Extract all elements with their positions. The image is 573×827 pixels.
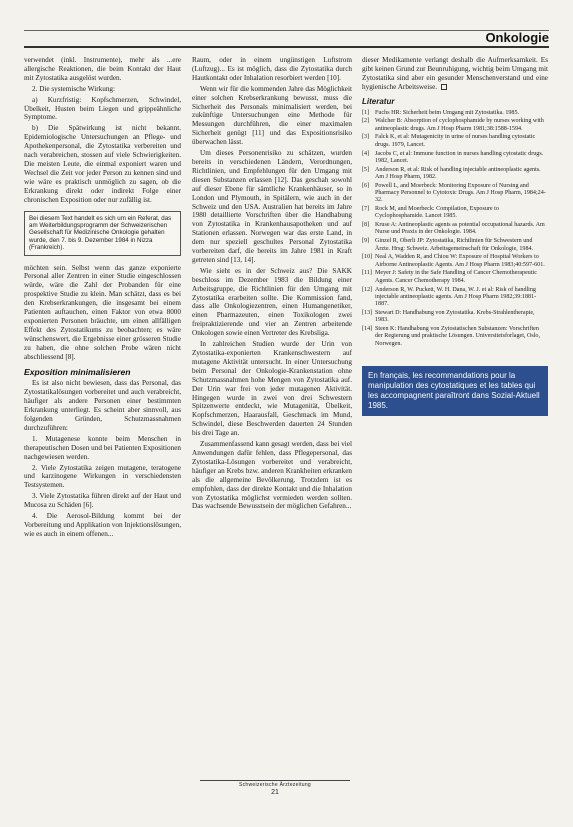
reference-text: Neal A, Wadden R, and Chiou W: Exposure of Hospital Workers to Airborne Antineoplastic Agents. Am J Hosp Pharm 1983;40:597-601. bbox=[375, 254, 545, 268]
reference-number: [14] bbox=[362, 326, 373, 333]
reference-item bbox=[362, 110, 548, 117]
reference-text: Fuchs HR: Sicherheit beim Umgang mit Zytostatika. 1985. bbox=[375, 109, 520, 116]
reference-text: Powell L, and Moerbeck: Monitoring Exposure of Nursing and Pharmacy Personnel to Cytotoxic Drugs. Am J Hosp Pharm, 1984;24-32. bbox=[375, 182, 546, 204]
reference-item bbox=[362, 206, 548, 221]
reference-number: [12] bbox=[362, 286, 373, 293]
paragraph: 2. Viele Zytostatika zeigen mutagene, teratogene und karzinogene Wirkungen in verschiedensten Testsystemen. bbox=[24, 463, 181, 490]
reference-number: [10] bbox=[362, 254, 373, 261]
section-heading: Exposition minimalisieren bbox=[24, 366, 131, 377]
reference-item bbox=[362, 287, 548, 309]
reference-number: [13] bbox=[362, 309, 373, 316]
paragraph: a) Kurzfristig: Kopfschmerzen, Schwindel, Übelkeit, Husten beim Liegen und grippeähnliche Symptome. bbox=[24, 95, 181, 122]
reference-list bbox=[362, 110, 548, 348]
end-of-article-mark bbox=[441, 84, 447, 90]
column-3 bbox=[362, 56, 548, 771]
reference-text: Walcher B: Absorption of cyclophosphamide by nurses working with antineoplastic drugs. Am J Hosp Pharm 1981;38:1588-1594. bbox=[375, 118, 544, 132]
paragraph bbox=[362, 56, 548, 92]
reference-number: [5] bbox=[362, 166, 370, 173]
reference-item bbox=[362, 326, 548, 348]
closing-paragraph: dieser Medikamente verlangt deshalb die Aufmerksamkeit. Es gibt keinen Grund zur Beunruhigung, wichtig beim Umgang mit Zytostatika sind aber ein gesunder Menschenverstand und eine hygienische Arbeitsweise. bbox=[362, 56, 548, 91]
reference-item bbox=[362, 118, 548, 133]
note-box: Bei diesem Text handelt es sich um ein Referat, das am Weiterbildungsprogramm der Schweizerischen Gesellschaft für Medizinische Onkologie gehalten wurde, den 7. bis 9. Dezember 1984 in Nizza (Frankreich). bbox=[24, 211, 181, 256]
reference-text: Steen K: Handhabung von Zytostatischen Substanzen: Vorschriften der Regierung und praktische Lösungen. Universitetsforlaget, Oslo, Norwegen. bbox=[375, 326, 540, 347]
paragraph: 2. Die systemische Wirkung: bbox=[32, 84, 116, 93]
paragraph: In zahlreichen Studien wurde der Urin von Zytostatika-exponierten Krankenschwestern auf mutagene Aktivität untersucht. In einer Untersuchung beim Personal der Onkologie-Krankenstation ohne Schutzmassnahmen hohe Mengen von Zytostatika auf. Der Urin war frei von jeder mutagenen Aktivität. Hingegen wurde in zwei von drei Schwestern Spitzenwerte entdeckt, wie Mutagenität, Übelkeit, Kopfschmerzen, Haarausfall, Geschmack im Mund, Schwindel, diese Beschwerden dauerten 24 Stunden bis drei Tage an. bbox=[192, 340, 352, 438]
reference-item bbox=[362, 134, 548, 149]
journal-name: Schweizerische Ärztezeitung bbox=[238, 782, 312, 788]
reference-text: Anderson R, W. Puckett, W. H. Dana, W. J. et al: Risk of handling injectable antineoplastic agents. Am J Hosp Pharm 1982;39:1881-1887. bbox=[375, 286, 537, 308]
literature-heading: Literatur bbox=[362, 96, 395, 106]
paragraph: Raum, oder in einem ungünstigen Luftstrom (Luftzug)... Es ist möglich, dass die Zytostatika durch Hautkontakt oder Inhalation resorbiert werden [10]. bbox=[192, 56, 352, 82]
reference-item bbox=[362, 270, 548, 285]
paragraph: Wenn wir für die kommenden Jahre das Möglichkeit einer solchen Krebserkrankung bewusst, muss die Sicherheit des Personals minimalisiert werden, bei zukünftige Untersuchungen eine Methode für Messungen durchführen, die einer maximalen Sicherheit genügt [11] und das Expositionsrisiko überwachen lässt. bbox=[192, 84, 352, 147]
reference-number: [6] bbox=[362, 182, 370, 189]
paragraph: verwendet (inkl. Instrumente), mehr als ...ere allergische Reaktionen, die beim Kontakt der Haut mit Zytostatika ausgelöst wurden. bbox=[24, 56, 181, 82]
reference-text: Anderson R, et al: Risk of handling injectable antineoplastic agents. Am J Hosp Pharm, 1982. bbox=[375, 166, 541, 180]
page-number: 21 bbox=[271, 789, 279, 796]
reference-text: Jacobs C, et al: Immune function in nurses handling cytostatic drugs. 1982, Lancet. bbox=[375, 150, 544, 164]
reference-text: Ginzel R, Oberli JP: Zytostatika, Richtlinien für Schwestern und Ärzte. Hrsg: Schweiz. Arbeitsgemeinschaft für Onkologie, 1984. bbox=[375, 238, 534, 252]
column-2 bbox=[192, 56, 352, 771]
reference-item bbox=[362, 222, 548, 237]
reference-item bbox=[362, 310, 548, 325]
page-header bbox=[24, 30, 549, 48]
reference-item bbox=[362, 238, 548, 253]
reference-number: [1] bbox=[362, 109, 370, 116]
paragraph: möchten sein. Selbst wenn das ganze exponierte Personal aller Zentren in einer Studie eingeschlossen würde, wäre die Zahl der Probanden für eine prospektive Studie zu klein. Man schätzt, dass es bei den Krebserkrankungen, die insgesamt bei einem Patienten auftauchen, einen Faktor von etwa 8000 exponierten Personen bräuchte, um einen allfälligen Effekt des Zytostatikums zu beobachten; es wäre wünschenswert, die Ergebnisse einer grösseren Studie zu haben, die ohne solchen Probe wären nicht abschliessend [8]. bbox=[24, 263, 181, 361]
reference-item bbox=[362, 254, 548, 269]
paragraph: 3. Viele Zytostatika führen direkt auf der Haut und Mucosa zu Schäden [6]. bbox=[24, 492, 181, 510]
header-rule bbox=[24, 30, 549, 31]
paragraph: Es ist also nicht bewiesen, dass das Personal, das Zytostatikalösungen vorbereitet und auch verabreicht, häufiger als andere Personen einer bestimmten Erkrankung unterliegt. Es scheint aber sinnvoll, aus folgenden Gründen, Schutzmassnahmen durchzuführen: bbox=[24, 379, 181, 432]
reference-item bbox=[362, 151, 548, 166]
section-title-onkologie: Onkologie bbox=[485, 30, 549, 45]
reference-text: Rock M, and Moerbeck: Compilation, Exposure to Cyclophosphamide. Lancet 1985. bbox=[375, 206, 499, 220]
reference-number: [8] bbox=[362, 222, 370, 229]
reference-number: [2] bbox=[362, 118, 370, 125]
reference-text: Stewart D: Handhabung von Zytostatika. Krebs-Strahlentherapie, 1983. bbox=[375, 309, 535, 324]
french-note-box: En français, les recommandations pour la manipulation des cytostatiques et les tables qui les accompagnent paraîtront dans Sozial-Aktuell 1985. bbox=[362, 366, 548, 416]
paragraph: Zusammenfassend kann gesagt werden, dass bei viel Anwendungen dafür fehlen, dass Pflegepersonal, das Zytostatika-Lösungen vorbereitet und verabreicht, häufiger an Krebs bzw. anderen Krankheiten erkranken als die allgemeine Bevölkerung. Trotzdem ist es empfohlen, dass der direkte Kontakt und die Inhalation von Zytostatika möglichst vermieden werden sollten. Das wachsende Bewusstsein der möglichen Gefahren... bbox=[192, 440, 352, 511]
reference-item bbox=[362, 183, 548, 205]
page-footer bbox=[200, 780, 350, 796]
reference-number: [7] bbox=[362, 206, 370, 213]
paragraph: 4. Die Aerosol-Bildung kommt bei der Vorbereitung und Applikation von Injektionslösungen, wie es auch in einem offenen... bbox=[24, 512, 181, 538]
reference-number: [11] bbox=[362, 270, 372, 277]
paragraph: Wie sieht es in der Schweiz aus? Die SAKK beschloss im Dezember 1983 die Bildung einer Arbeitsgruppe, die Richtlinien für den Umgang mit Zytostatika erarbeiten sollte. Die Kommission fand, dass alle Onkologiezentren, einen Humangenetiker, einen Pharmazeuten, einen Toxikologen zwei freipraktizierende und vier an Zentren arbeitende Onkologen sowie einen Vertreter des Krebsliga. bbox=[192, 266, 352, 338]
column-1 bbox=[24, 56, 181, 771]
reference-number: [9] bbox=[362, 238, 370, 245]
reference-item bbox=[362, 167, 548, 182]
reference-text: Kruse A: Antineoplastic agents as potential occupational hazards. Am Nurse und Praxis in der Onkologie. 1984. bbox=[375, 222, 545, 236]
footer-rule bbox=[200, 780, 350, 781]
paragraph: 1. Mutagenese konnte beim Menschen in therapeutischen Dosen und bei Patienten Expositionen nachgewiesen werden. bbox=[24, 434, 181, 461]
reference-text: Meyer J: Safety in the Safe Handling of Cancer Chemotherapeutic Agents. Cancer Chemotherapy 1984. bbox=[375, 270, 537, 284]
paragraph: b) Die Spätwirkung ist nicht bekannt. Epidemiologische Untersuchungen an Pflege- und Apothekenpersonal, die Zytostatika verbereiten und nach verabreichen, stossen auf viele Schwierigkeiten. Die meisten Leute, die einmal exponiert waren und Wechsel die Zeit vor jeder Person zu kennen sind und wie wäre es praktisch unmöglich zu sagen, ob die Erkrankung direkt oder indirekt Folge einer chronischen Exposition oder nur zufällig ist. bbox=[24, 124, 181, 204]
reference-number: [4] bbox=[362, 150, 370, 157]
reference-number: [3] bbox=[362, 134, 370, 141]
reference-text: Falck K, et al: Mutagenicity in urine of nurses handling cytostatic drugs. 1979, Lancet. bbox=[375, 134, 536, 148]
paragraph: Um dieses Personenrisiko zu schätzen, wurden bereits in verschiedenen Ländern, Verordnungen, Richtlinien, und Empfehlungen für den Umgang mit diesen Substanzen erlassen [12]. Das geschah sowohl auf dieser Ebene für sämtliche Krankenhäuser, so in London und Plymouth, in Spitälern, wie auch in der Schweiz und den USA. Australien hat bereits im Jahre 1980 detaillierte Vorschriften über die Handhabung von Zytostatika in Krankenhausapotheken und auf Stationen erlassen. Norwegen war das erste Land, in dem nur speziell geschultes Personal Zytostatika vorbereiten darf, die bereits im Jahre 1981 in Kraft getreten sind [13, 14]. bbox=[192, 149, 352, 264]
